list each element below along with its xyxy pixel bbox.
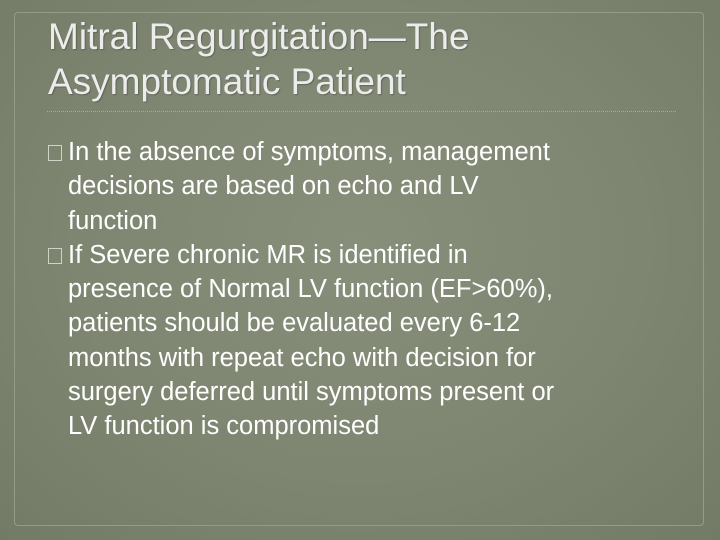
bullet-1-line-2: decisions are based on echo and LV — [68, 172, 479, 201]
bullet-2-line-3: patients should be evaluated every 6-12 — [68, 309, 521, 338]
bullet-item-2 — [40, 238, 690, 444]
bullet-2-line-4: months with repeat echo with decision for — [68, 343, 536, 372]
bullet-1-line-3: function — [68, 206, 158, 235]
title-line-1: Mitral Regurgitation—The — [48, 16, 470, 57]
bullet-2-line-1: If Severe chronic MR is identified in — [68, 240, 468, 269]
bullet-item-1 — [40, 135, 690, 238]
bullet-list — [40, 135, 690, 444]
bullet-1-line-1: In the absence of symptoms, management — [68, 138, 550, 166]
bullet-square-icon — [48, 248, 62, 264]
bullet-2-line-5: surgery deferred until symptoms present or — [68, 378, 555, 407]
bullet-square-icon — [48, 145, 62, 161]
title-line-2: Asymptomatic Patient — [48, 61, 406, 102]
title-divider — [47, 111, 676, 112]
bullet-2-line-6: LV function is compromised — [68, 412, 380, 441]
slide-title — [48, 14, 688, 104]
bullet-2-line-2: presence of Normal LV function (EF>60%), — [68, 275, 553, 304]
